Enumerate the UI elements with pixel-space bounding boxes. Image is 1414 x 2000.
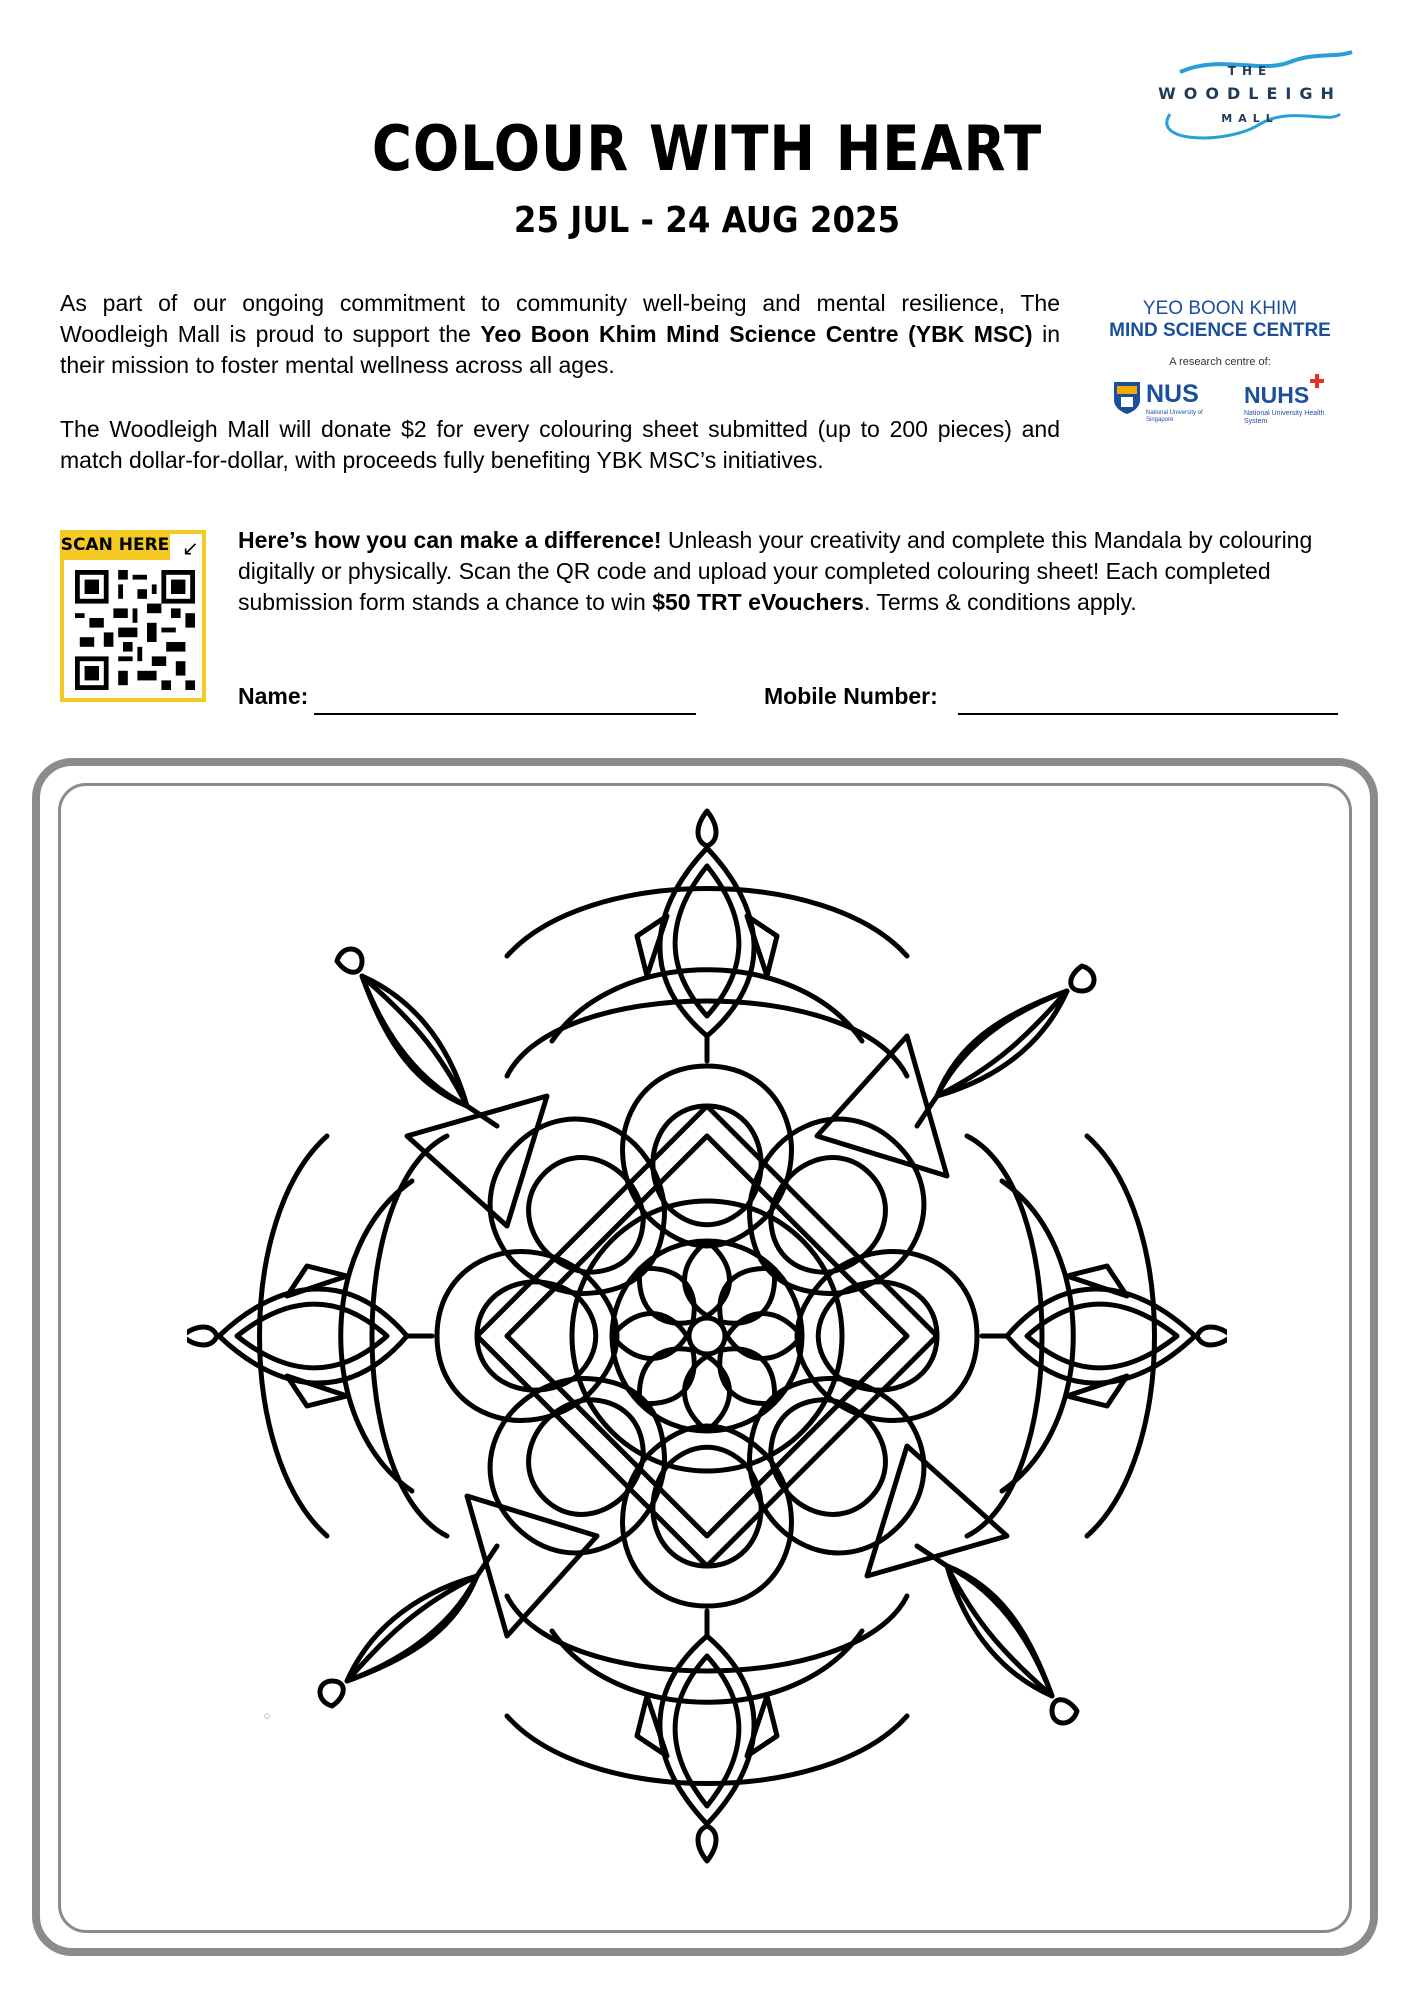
cta-prize: $50 TRT eVouchers	[652, 589, 864, 615]
qr-code-panel[interactable]	[60, 530, 206, 702]
nuhs-cross-icon	[1310, 374, 1324, 388]
intro-paragraph-1	[60, 288, 1060, 381]
intro-text: As part of our ongoing commitment to community well-being and mental resilience, The Woodleigh Mall is proud to support the	[60, 290, 1060, 347]
woodleigh-logo-line1: THE	[1227, 64, 1273, 78]
scan-here-label: SCAN HERE	[60, 530, 170, 560]
event-dates: 25 JUL - 24 AUG 2025	[513, 200, 901, 241]
page-title: COLOUR WITH HEART	[371, 112, 1043, 185]
intro-text-end: in their mission to foster mental wellness across all ages.	[60, 321, 1060, 378]
woodleigh-logo-line3: MALL	[1221, 112, 1279, 125]
call-to-action-paragraph	[238, 525, 1320, 618]
nuhs-wordmark: NUHS	[1244, 382, 1310, 408]
ybk-msc-logo	[1100, 298, 1340, 368]
ybk-logo-line1: YEO BOON KHIM	[1142, 298, 1298, 319]
nuhs-subtitle: National University Health System	[1244, 410, 1325, 425]
cta-terms: . Terms & conditions apply.	[863, 589, 1137, 615]
woodleigh-logo-line2: WOODLEIGH	[1158, 84, 1342, 103]
ybk-logo-line2: MIND SCIENCE CENTRE	[1109, 320, 1331, 341]
intro-paragraph-2: The Woodleigh Mall will donate $2 for every colouring sheet submitted (up to 200 pieces) and match dollar-for-dollar, with proceeds fully benefiting YBK MSC’s initiatives.	[60, 416, 1060, 473]
ybk-name: Yeo Boon Khim Mind Science Centre (YBK MSC)	[480, 321, 1033, 347]
nus-subtitle: National University of Singapore	[1146, 410, 1203, 423]
cta-text: Unleash your creativity and complete this Mandala by colouring digitally or physically. Scan the QR code and upload your completed colouring sheet! Each completed submission form stands a chance to win	[238, 527, 1313, 615]
nus-crest-icon	[1112, 380, 1142, 416]
partner-logos	[1112, 380, 1342, 430]
qr-code-icon[interactable]	[75, 570, 195, 690]
name-field[interactable]	[314, 713, 696, 715]
nus-wordmark: NUS	[1146, 380, 1199, 408]
mobile-number-field[interactable]	[958, 713, 1338, 715]
name-label: Name:	[238, 683, 309, 709]
arrow-down-left-icon: ↙	[182, 538, 199, 560]
cta-lead: Here’s how you can make a difference!	[238, 527, 662, 553]
nus-logo	[1112, 380, 1203, 423]
ybk-logo-line3: A research centre of:	[1169, 356, 1271, 368]
woodleigh-mall-logo	[1140, 44, 1360, 154]
mandala-illustration[interactable]	[187, 786, 1227, 1886]
mobile-number-label: Mobile Number:	[764, 683, 938, 709]
